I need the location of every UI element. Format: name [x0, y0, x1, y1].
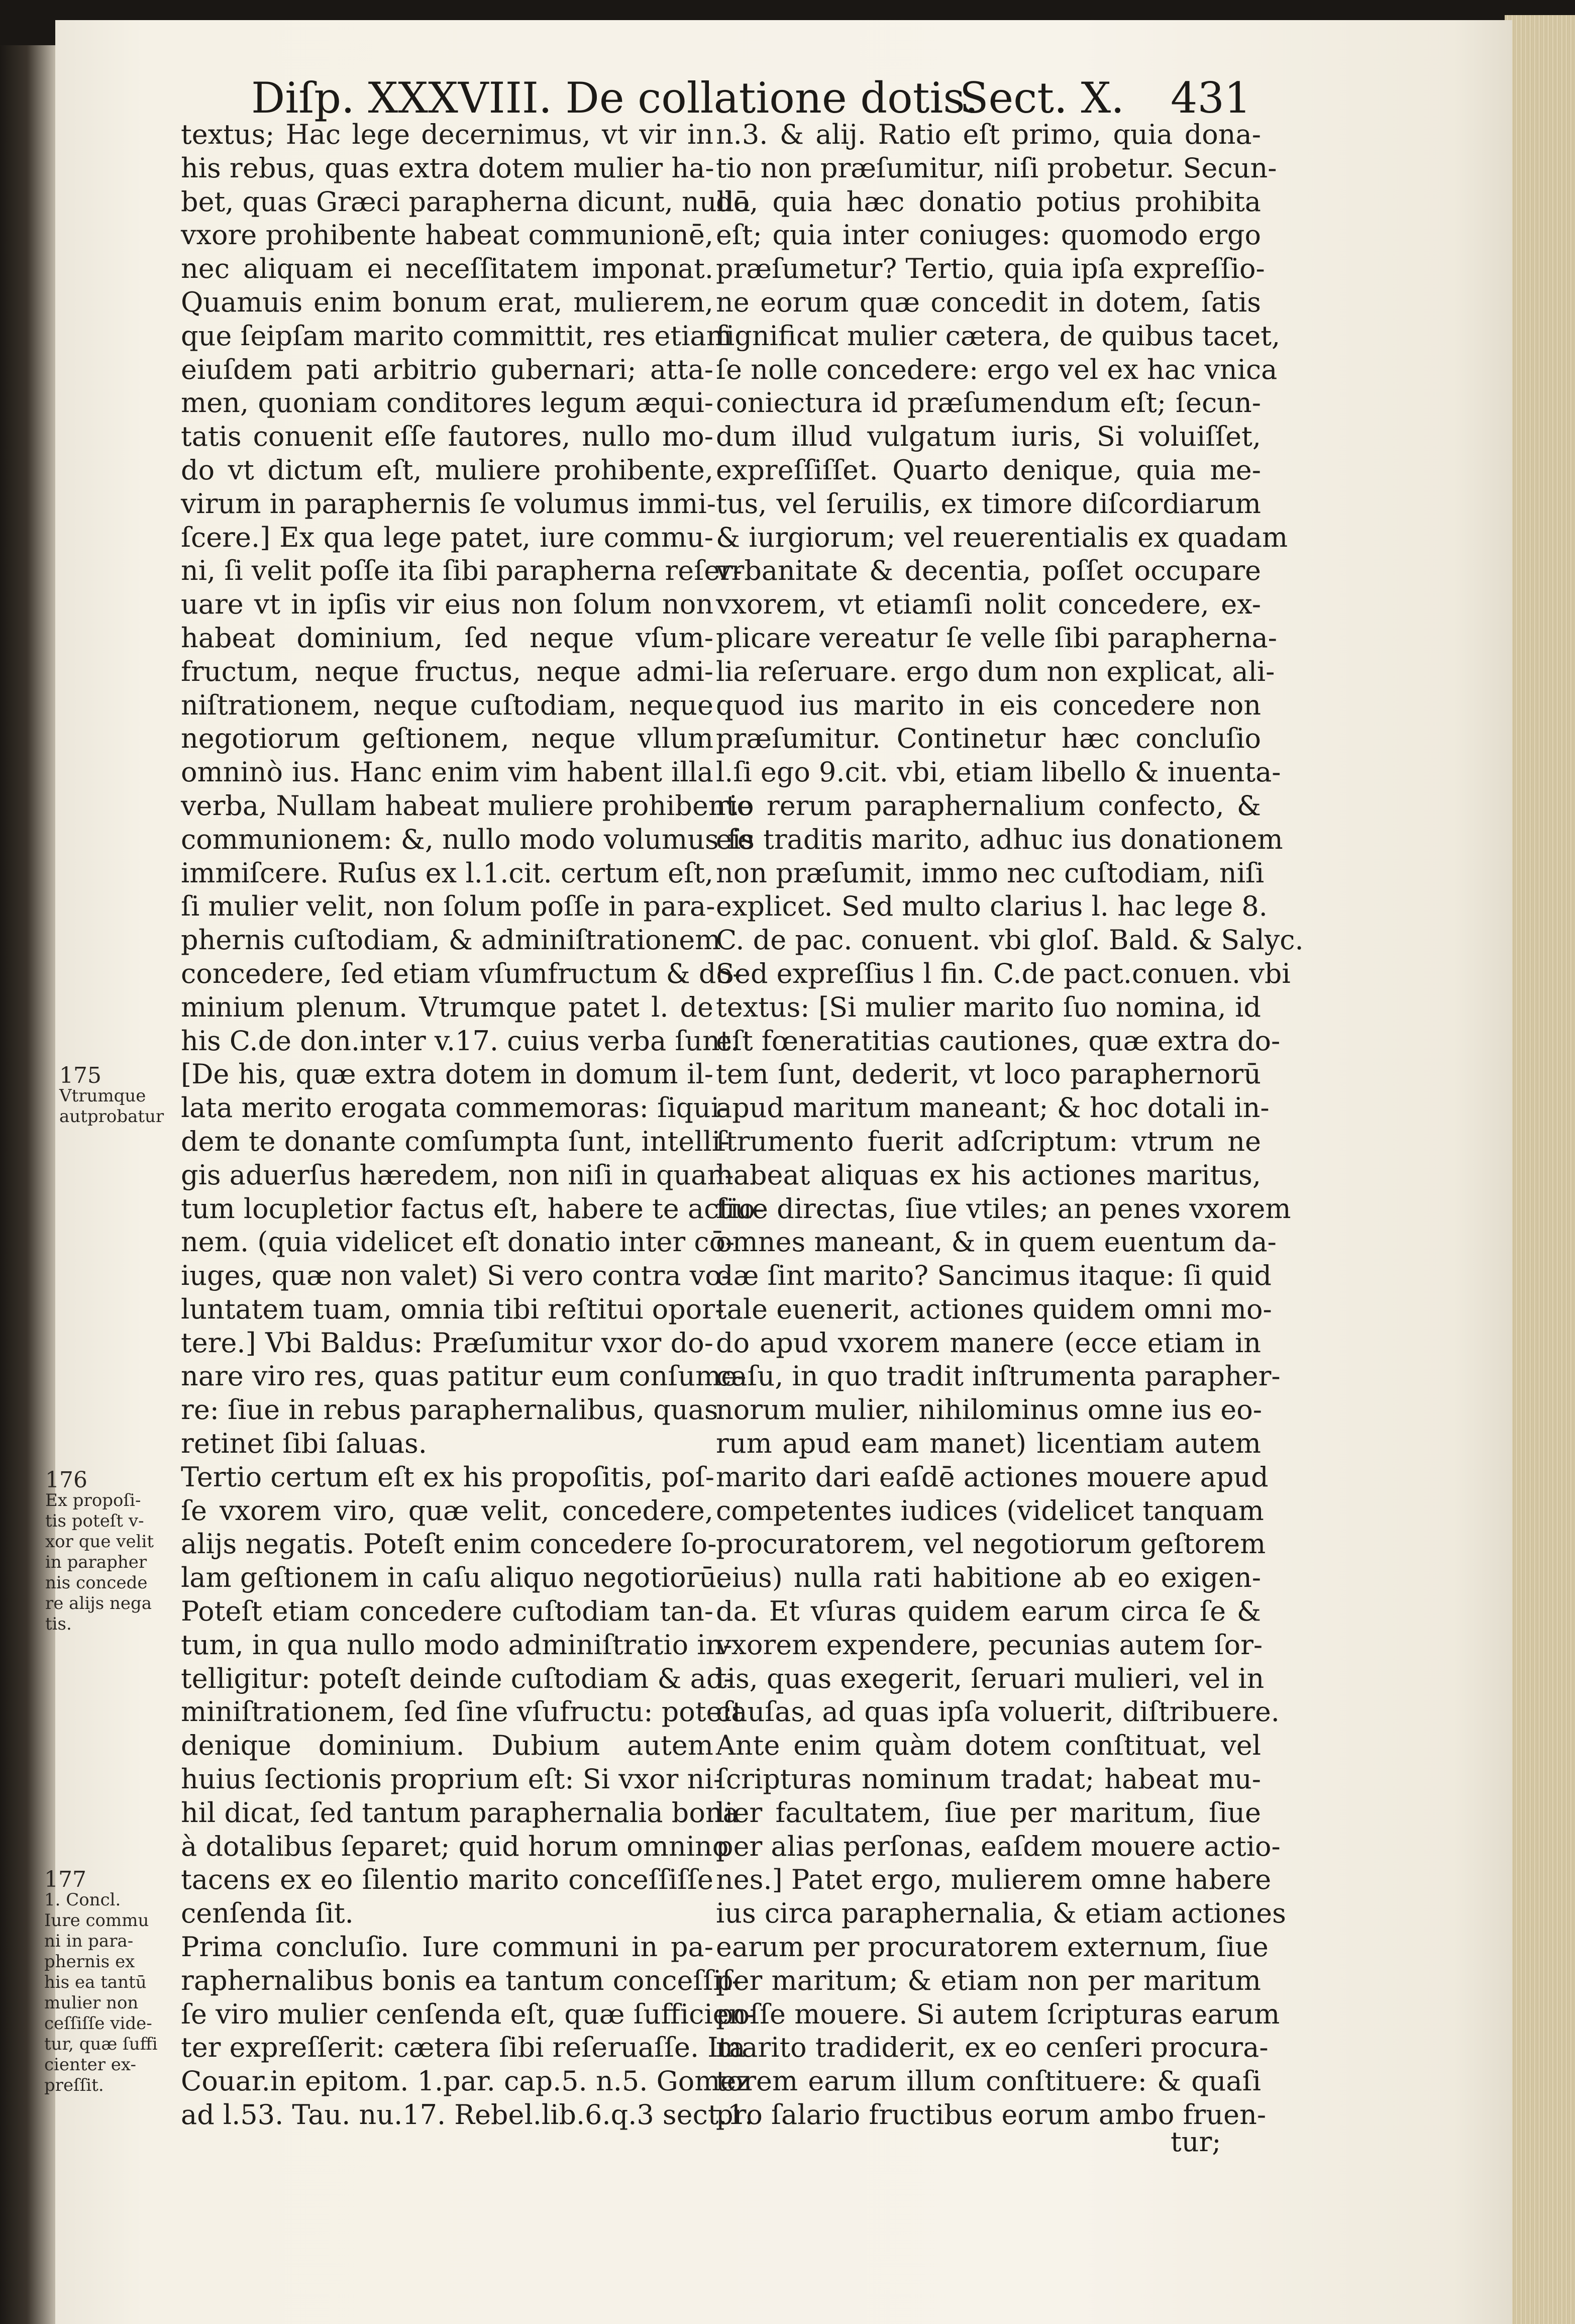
text-line: lier facultatem, ſiue per maritum, ſiue — [716, 1796, 1261, 1829]
text-line: C. de pac. conuent. vbi gloſ. Bald. & Salyc. — [716, 924, 1304, 956]
text-line: hil dicat, ſed tantum paraphernalia bona — [181, 1796, 739, 1829]
text-line: Prima concluſio. Iure communi in pa- — [181, 1931, 713, 1963]
text-line: habeat dominium, ſed neque vſum- — [181, 622, 713, 654]
margin-note-line: tis poteſt v- — [45, 1511, 144, 1531]
text-line: bet, quas Græci parapherna dicunt, nullā — [181, 185, 751, 218]
margin-note-177 — [44, 1869, 167, 2096]
text-line: verba, Nullam habeat muliere prohibente — [181, 789, 753, 822]
text-line: eius) nulla rati habitione ab eo exigen- — [716, 1562, 1261, 1594]
margin-note-number: 177 — [44, 1867, 86, 1892]
text-line: ni, ſi velit poſſe ita ſibi parapherna reſer- — [181, 555, 743, 587]
text-line: Sed expreſſius l fin. C.de pact.conuen. vbi — [716, 957, 1291, 989]
text-line: iuges, quæ non valet) Si vero contra vo- — [181, 1260, 731, 1292]
text-line: lam geſtionem in caſu aliquo negotiorū. — [181, 1562, 725, 1594]
text-line: lata merito erogata commemoras: ſiqui- — [181, 1092, 729, 1124]
section-label: Sect. X. — [960, 73, 1124, 123]
text-line: tale euenerit, actiones quidem omni mo- — [716, 1293, 1272, 1325]
margin-note-line: ni in para- — [44, 1931, 134, 1951]
text-line: his C.de don.inter v.17. cuius verba ſunt. — [181, 1025, 740, 1057]
text-line: quod ius marito in eis concedere non — [716, 689, 1261, 721]
text-line: que ſeipſam marito committit, res etiam — [181, 320, 732, 352]
text-line: dæ ſint marito? Sancimus itaque: ſi quid — [716, 1260, 1272, 1292]
text-line: cauſas, ad quas ipſa voluerit, diſtribuere. — [716, 1696, 1280, 1728]
text-line: tum locupletior factus eſt, habere te actio- — [181, 1192, 765, 1225]
text-line: ad l.53. Tau. nu.17. Rebel.lib.6.q.3 sect.1. — [181, 2099, 754, 2131]
text-line: & iurgiorum; vel reuerentialis ex quadam — [716, 521, 1288, 553]
margin-note-line: re alijs nega — [45, 1593, 152, 1613]
text-line: ſe vxorem viro, quæ velit, concedere, — [181, 1494, 713, 1527]
text-line: fructum, neque fructus, neque admi- — [181, 655, 713, 687]
text-line: cenſenda ſit. — [181, 1897, 354, 1930]
text-line: immiſcere. Ruſus ex l.1.cit. certum eſt, — [181, 857, 713, 889]
text-line: eſt fœneratitias cautiones, quæ extra do- — [716, 1025, 1281, 1057]
margin-note-line: autprobatur — [59, 1106, 164, 1127]
text-line: norum mulier, nihilominus omne ius eo- — [716, 1394, 1262, 1426]
text-line: tere.] Vbi Baldus: Præſumitur vxor do- — [181, 1327, 713, 1359]
text-line: tio non præſumitur, niſi probetur. Secun- — [716, 152, 1277, 184]
text-line: expreſſiſſet. Quarto denique, quia me- — [716, 454, 1261, 486]
text-line: retinet ſibi ſaluas. — [181, 1428, 427, 1460]
text-line: [De his, quæ extra dotem in domum il- — [181, 1058, 713, 1090]
text-line: nes.] Patet ergo, mulierem omne habere — [716, 1864, 1272, 1896]
text-line: tis, quas exegerit, ſeruari mulieri, vel in — [716, 1662, 1265, 1694]
text-line: poſſe mouere. Si autem ſcripturas earum — [716, 1998, 1280, 2030]
text-line: men, quoniam conditores legum æqui- — [181, 387, 713, 419]
text-line: tatis conuenit eſſe fautores, nullo mo- — [181, 421, 713, 453]
margin-note-line: phernis ex — [44, 1952, 135, 1972]
text-line: concedere, ſed etiam vſumfructum & do- — [181, 957, 742, 989]
text-line: ſi mulier velit, non ſolum poſſe in para- — [181, 890, 715, 923]
text-line: Poteſt etiam concedere cuſtodiam tan- — [181, 1595, 713, 1628]
right-text-column — [716, 118, 1304, 2132]
page-fore-edge — [1505, 15, 1575, 2324]
text-line: competentes iudices (videlicet tanquam — [716, 1494, 1264, 1527]
text-line: miniſtrationem, ſed ſine vſufructu: poteſt — [181, 1696, 744, 1728]
text-line: re: ſiue in rebus paraphernalibus, quas — [181, 1394, 718, 1426]
text-line: Quamuis enim bonum erat, mulierem, — [181, 286, 713, 318]
text-line: à dotalibus ſeparet; quid horum omnino — [181, 1830, 729, 1862]
text-line: plicare vereatur ſe velle ſibi paraphernа- — [716, 622, 1277, 654]
page-number: 431 — [1171, 73, 1251, 123]
text-line: alijs negatis. Poteſt enim concedere ſo- — [181, 1528, 717, 1560]
text-line: gis aduerſus hæredem, non niſi in quan- — [181, 1159, 734, 1191]
margin-note-176 — [45, 1467, 168, 1635]
text-line: do vt dictum eſt, muliere prohibente, — [181, 454, 713, 486]
text-line: explicet. Sed multo clarius l. hac lege 8. — [716, 890, 1268, 923]
text-line: procuratorem, vel negotiorum geſtorem — [716, 1528, 1266, 1560]
text-line: niſtrationem, neque cuſtodiam, neque — [181, 689, 713, 721]
margin-note-line: tis. — [45, 1614, 72, 1634]
text-line: præſumitur. Continetur hæc concluſio — [716, 723, 1261, 755]
text-line: Tertio certum eſt ex his propoſitis, poſ- — [181, 1461, 714, 1493]
margin-note-line: his ea tantū — [44, 1972, 147, 1992]
text-line: l.ſi ego 9.cit. vbi, etiam libello & inuenta- — [716, 756, 1281, 788]
margin-note-line: Vtrumque — [59, 1086, 146, 1106]
text-line: ſcere.] Ex qua lege patet, iure commu- — [181, 521, 713, 553]
text-line: huius ſectionis proprium eſt: Si vxor ni- — [181, 1763, 722, 1795]
text-line: ter expreſſerit: cætera ſibi reſeruaſſe. Ita — [181, 2032, 746, 2064]
text-line: ſignificat mulier cætera, de quibus tacet, — [716, 320, 1281, 352]
margin-note-line: mulier non — [44, 1993, 139, 2013]
margin-note-line: preſſit. — [44, 2075, 104, 2095]
text-line: ſe viro mulier cenſenda eſt, quæ ſufficien- — [181, 1998, 756, 2030]
text-line: tus, vel ſeruilis, ex timore diſcordiarum — [716, 487, 1261, 520]
text-line: textus; Hac lege decernimus, vt vir in — [181, 119, 713, 150]
text-line: vxorem expendere, pecunias autem ſor- — [716, 1629, 1263, 1661]
text-line: rio rerum paraphernalium confecto, & — [716, 789, 1261, 822]
margin-note-number: 176 — [45, 1467, 87, 1493]
text-line: marito dari eaſdē actiones mouere apud — [716, 1461, 1269, 1493]
text-line: eſt; quia inter coniuges: quomodo ergo — [716, 219, 1261, 251]
text-line: Ante enim quàm dotem conſtituat, vel — [716, 1730, 1261, 1762]
margin-note-line: 1. Concl. — [44, 1890, 121, 1910]
margin-note-line: nis concede — [45, 1573, 148, 1593]
text-line: nec aliquam ei neceſſitatem imponat. — [181, 253, 713, 285]
text-line: per maritum; & etiam non per maritum — [716, 1964, 1261, 1996]
text-line: ne eorum quæ concedit in dotem, ſatis — [716, 286, 1261, 318]
margin-note-line: cienter ex- — [44, 2055, 136, 2075]
text-line: virum in paraphernis ſe volumus immi- — [181, 487, 716, 520]
text-line: phernis cuſtodiam, & adminiſtrationem — [181, 924, 721, 956]
text-line: telligitur: poteſt deinde cuſtodiam & ad- — [181, 1662, 733, 1694]
text-line: vrbanitate & decentia, poſſet occupare — [716, 555, 1261, 587]
text-line: Couar.in epitom. 1.par. cap.5. n.5. Gomez — [181, 2065, 751, 2097]
text-line: negotiorum geſtionem, neque vllum — [181, 723, 713, 755]
text-line: luntatem tuam, omnia tibi reſtitui opor- — [181, 1293, 724, 1325]
text-line: ius circa paraphernalia, & etiam actiones — [716, 1897, 1286, 1930]
text-line: habeat aliquas ex his actiones maritus, — [716, 1159, 1261, 1191]
text-line: eis traditis marito, adhuc ius donationem — [716, 823, 1283, 855]
text-line: omnes maneant, & in quem euentum da- — [716, 1226, 1277, 1258]
text-line: vxorem, vt etiamſi nolit concedere, ex- — [716, 588, 1261, 621]
text-line: tum, in qua nullo modo adminiſtratio in- — [181, 1629, 732, 1661]
text-line: lia reſeruare. ergo dum non explicat, ali- — [716, 655, 1275, 687]
margin-note-line: Iure commu — [44, 1910, 149, 1931]
margin-note-175 — [59, 1065, 172, 1127]
text-line: ſtrumento fuerit adſcriptum: vtrum ne — [716, 1125, 1261, 1157]
text-line: per alias perſonas, eaſdem mouere actio- — [716, 1830, 1281, 1862]
text-line: earum per procuratorem externum, ſiue — [716, 1931, 1269, 1963]
text-line: do, quia hæc donatio potius prohibita — [716, 185, 1261, 218]
text-line: nare viro res, quas patitur eum conſume- — [181, 1360, 747, 1392]
text-line: præſumetur? Tertio, quia ipſa expreſſio- — [716, 253, 1265, 285]
text-line: his rebus, quas extra dotem mulier ha- — [181, 152, 714, 184]
text-line: da. Et vſuras quidem earum circa ſe & — [716, 1595, 1261, 1628]
left-text-column — [181, 118, 765, 2132]
text-line: minium plenum. Vtrumque patet l. de — [181, 991, 713, 1023]
text-line: ſiue directas, ſiue vtiles; an penes vxorem — [716, 1192, 1291, 1225]
text-line: raphernalibus bonis ea tantum conceſſiſ- — [181, 1964, 741, 1996]
text-line: dum illud vulgatum iuris, Si voluiſſet, — [716, 421, 1261, 453]
text-line: pro ſalario fructibus eorum ambo fruen- — [716, 2099, 1267, 2131]
margin-note-number: 175 — [59, 1063, 101, 1088]
text-line: coniectura id præſumendum eſt; ſecun- — [716, 387, 1261, 419]
text-line: n.3. & alij. Ratio eſt primo, quia dona- — [716, 119, 1261, 150]
text-line: rum apud eam manet) licentiam autem — [716, 1428, 1261, 1460]
text-line: denique dominium. Dubium autem — [181, 1730, 713, 1762]
running-title: Diſp. XXXVIII. De collatione dotis. — [251, 73, 979, 123]
text-line: ſcripturas nominum tradat; habeat mu- — [716, 1763, 1261, 1795]
margin-note-line: ceſſiſſe vide- — [44, 2013, 152, 2034]
catchword: tur; — [1171, 2126, 1221, 2158]
text-line: non præſumit, immo nec cuſtodiam, niſi — [716, 857, 1265, 889]
text-line: torem earum illum conſtituere: & quaſi — [716, 2065, 1261, 2097]
margin-note-line: in parapher — [45, 1552, 147, 1572]
text-line: dem te donante comſumpta ſunt, intelli- — [181, 1125, 730, 1157]
text-line: vxore prohibente habeat communionē, — [181, 219, 713, 251]
text-line: tacens ex eo ſilentio marito conceſſiſſe — [181, 1864, 713, 1896]
text-line: communionem: &, nullo modo volumus ſe — [181, 823, 754, 855]
text-line: caſu, in quo tradit inſtrumenta parapher- — [716, 1360, 1281, 1392]
text-line: marito tradiderit, ex eo cenſeri procura- — [716, 2032, 1269, 2064]
margin-note-line: Ex propoſi- — [45, 1490, 141, 1510]
text-line: ſe nolle concedere: ergo vel ex hac vnica — [716, 353, 1278, 385]
margin-note-line: tur, quæ ſuffi — [44, 2034, 158, 2054]
text-line: omninò ius. Hanc enim vim habent illa — [181, 756, 713, 788]
text-line: eiuſdem pati arbitrio gubernari; atta- — [181, 353, 713, 385]
text-line: apud maritum maneant; & hoc dotali in- — [716, 1092, 1270, 1124]
text-line: nem. (quia videlicet eſt donatio inter cō- — [181, 1226, 735, 1258]
text-line: tem ſunt, dederit, vt loco paraphernorū — [716, 1058, 1261, 1090]
text-line: do apud vxorem manere (ecce etiam in — [716, 1327, 1261, 1359]
text-line: textus: [Si mulier marito ſuo nomina, id — [716, 991, 1261, 1023]
margin-note-line: xor que velit — [45, 1532, 154, 1552]
text-line: uare vt in ipſis vir eius non ſolum non — [181, 588, 713, 621]
